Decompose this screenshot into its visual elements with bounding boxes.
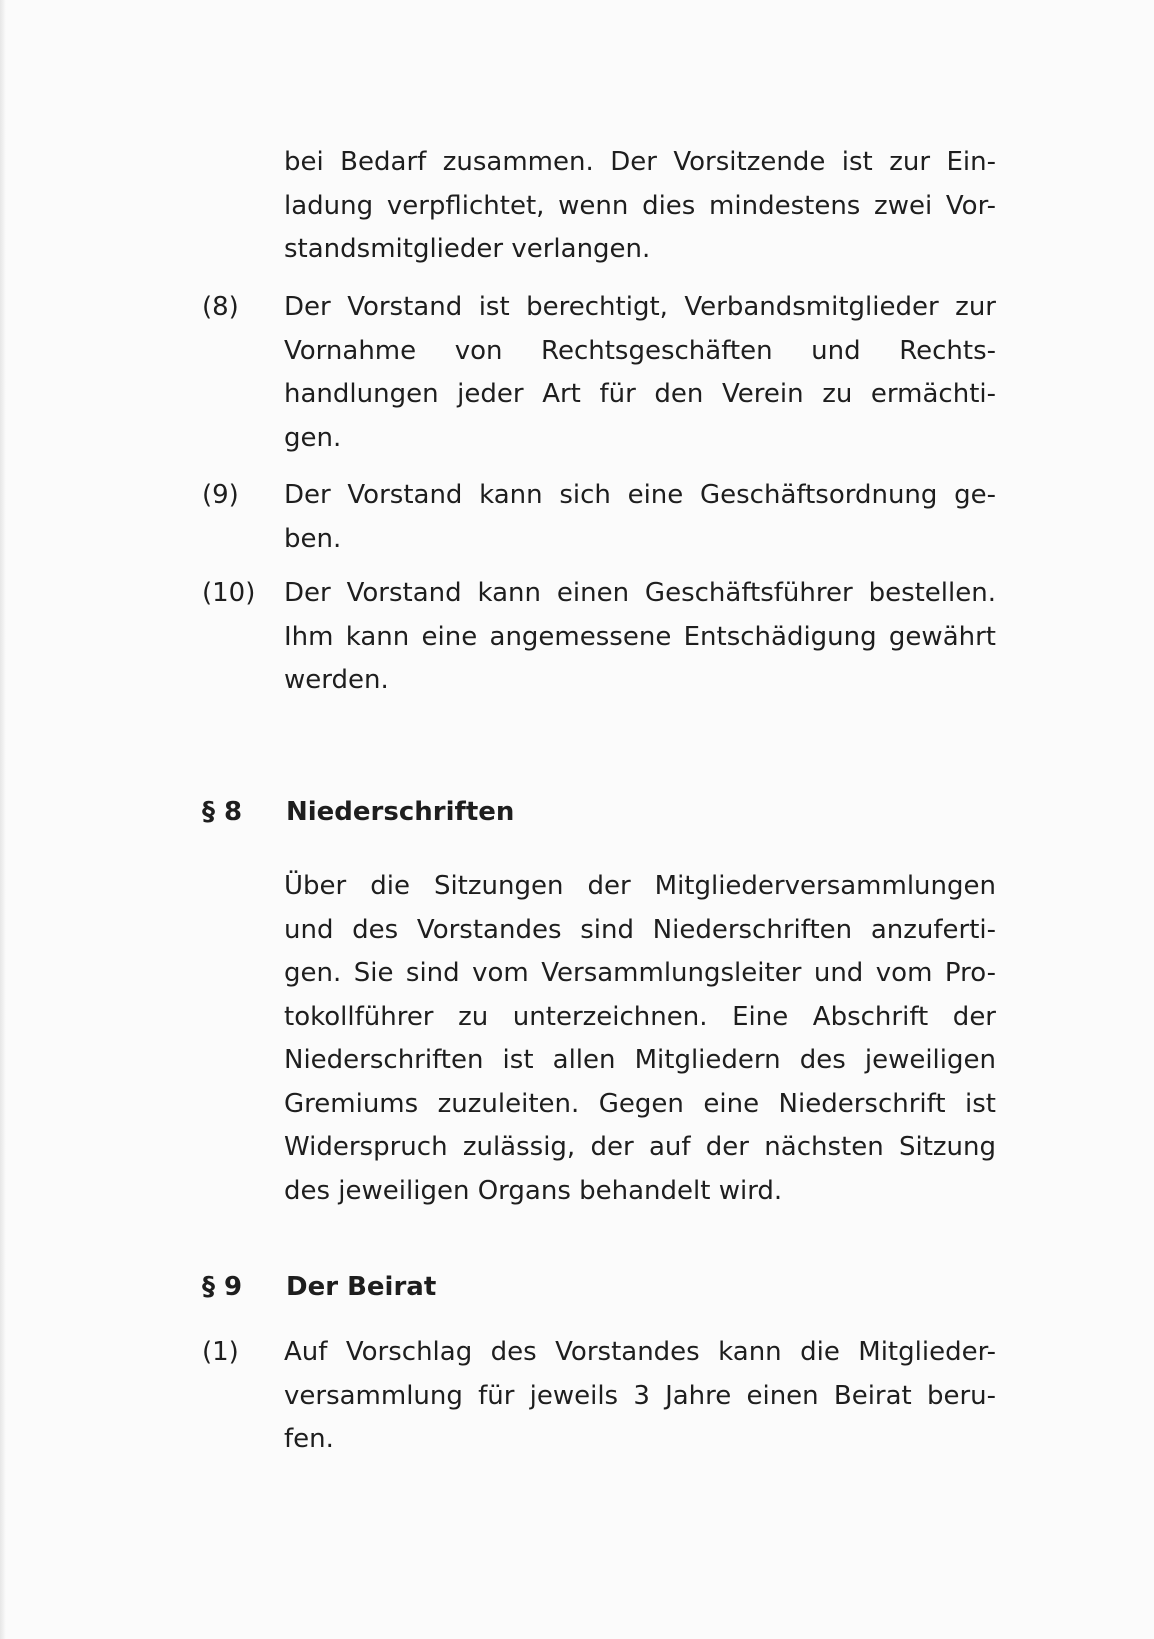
section-title: Niederschriften — [286, 797, 515, 827]
text-line: Gremiums zuzuleiten. Gegen eine Niederschrift ist — [284, 1088, 996, 1119]
page-edge-shadow — [0, 0, 6, 1639]
section-title: Der Beirat — [286, 1272, 437, 1302]
text-line: Der Vorstand kann einen Geschäftsführer bestellen. — [284, 578, 996, 608]
text-line: Vornahme von Rechtsgeschäften und Rechts- — [284, 335, 996, 366]
paragraph-text — [284, 474, 996, 561]
text-line: Der Vorstand ist berechtigt, Verbandsmitglieder zur — [284, 292, 996, 322]
paragraph-number: (10) — [202, 578, 256, 608]
text-line: Der Vorstand kann sich eine Geschäftsordnung ge- — [284, 480, 996, 510]
paragraph-text — [284, 572, 996, 703]
text-line: und des Vorstandes sind Niederschriften anzuferti- — [284, 914, 996, 945]
text-line: bei Bedarf zusammen. Der Vorsitzende ist zur Ein- — [284, 147, 996, 177]
text-line: standsmitglieder verlangen. — [284, 234, 651, 264]
text-line: versammlung für jeweils 3 Jahre einen Beirat beru- — [284, 1380, 996, 1411]
paragraph-text — [284, 1331, 996, 1462]
text-line: fen. — [284, 1424, 334, 1454]
text-line: Über die Sitzungen der Mitgliederversammlungen — [284, 871, 996, 901]
text-line: Ihm kann eine angemessene Entschädigung gewährt — [284, 621, 996, 652]
text-line: gen. — [284, 422, 342, 453]
paragraph-text — [284, 141, 996, 272]
text-line: tokollführer zu unterzeichnen. Eine Abschrift der — [284, 1001, 996, 1032]
text-line: des jeweiligen Organs behandelt wird. — [284, 1175, 783, 1206]
text-line: handlungen jeder Art für den Verein zu ermächti- — [284, 379, 996, 409]
text-line: ladung verpflichtet, wenn dies mindestens zwei Vor- — [284, 190, 996, 221]
section-number: § 8 — [202, 797, 243, 827]
text-line: ben. — [284, 523, 342, 554]
text-line: Widerspruch zulässig, der auf der nächsten Sitzung — [284, 1132, 996, 1162]
paragraph-number: (8) — [202, 292, 239, 322]
text-line: werden. — [284, 665, 389, 695]
paragraph-number: (9) — [202, 480, 239, 510]
paragraph-text — [284, 865, 996, 1213]
paragraph-number: (1) — [202, 1337, 239, 1367]
text-line: gen. Sie sind vom Versammlungsleiter und vom Pro- — [284, 958, 996, 988]
text-line: Auf Vorschlag des Vorstandes kann die Mitglieder- — [284, 1337, 996, 1367]
text-line: Niederschriften ist allen Mitgliedern des jeweiligen — [284, 1045, 996, 1075]
section-number: § 9 — [202, 1272, 243, 1302]
paragraph-text — [284, 286, 996, 460]
